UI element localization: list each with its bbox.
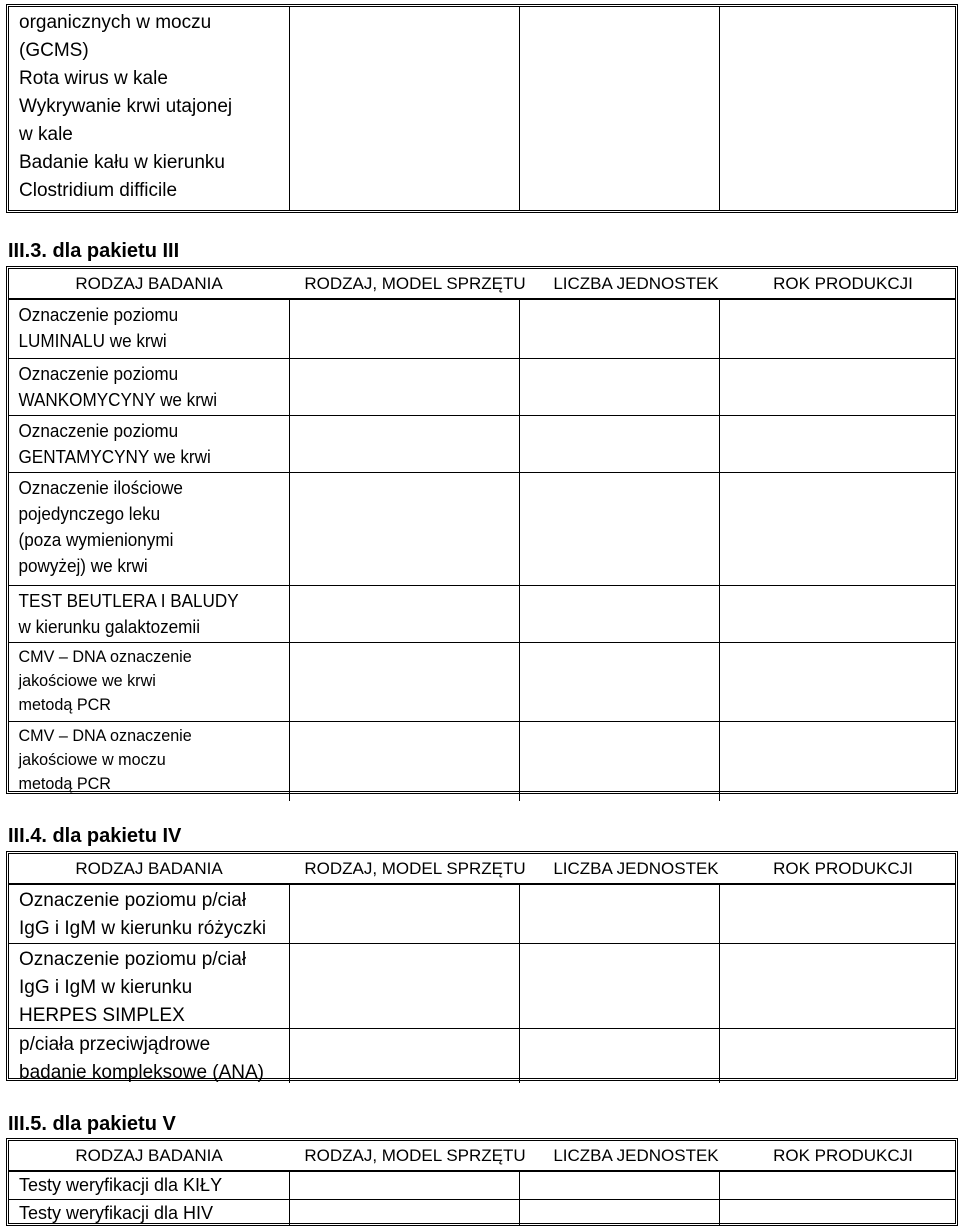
table-row bbox=[9, 358, 955, 415]
year-cell[interactable] bbox=[719, 1200, 955, 1226]
table-row bbox=[9, 585, 955, 642]
header-exam-type: RODZAJ BADANIA bbox=[75, 1146, 223, 1165]
year-cell[interactable] bbox=[719, 643, 955, 721]
year-cell[interactable] bbox=[719, 416, 955, 472]
year-cell[interactable] bbox=[719, 300, 955, 358]
exam-line: CMV – DNA oznaczenie bbox=[18, 726, 192, 745]
table-row bbox=[9, 299, 955, 358]
header-year: ROK PRODUKCJI bbox=[773, 274, 913, 293]
exam-line: metodą PCR bbox=[18, 774, 111, 793]
table-header bbox=[9, 269, 955, 299]
exam-line: w kale bbox=[19, 124, 73, 145]
header-exam-type: RODZAJ BADANIA bbox=[75, 274, 223, 293]
exam-line: TEST BEUTLERA I BALUDY bbox=[18, 591, 239, 611]
header-year: ROK PRODUKCJI bbox=[773, 859, 913, 878]
units-cell[interactable] bbox=[519, 7, 719, 210]
exam-line: GENTAMYCYNY we krwi bbox=[18, 447, 211, 467]
section-title: III.4. dla pakietu IV bbox=[8, 825, 182, 847]
exam-type-cell bbox=[9, 359, 275, 415]
exam-type-cell bbox=[9, 416, 275, 472]
exam-line: IgG i IgM w kierunku bbox=[19, 977, 193, 998]
exam-line: w kierunku galaktozemii bbox=[18, 617, 201, 637]
year-cell[interactable] bbox=[719, 944, 955, 1028]
model-cell[interactable] bbox=[289, 416, 519, 472]
model-cell[interactable] bbox=[289, 359, 519, 415]
exam-type-cell bbox=[9, 1172, 289, 1199]
units-cell[interactable] bbox=[519, 1172, 719, 1199]
units-cell[interactable] bbox=[519, 643, 719, 721]
year-cell[interactable] bbox=[719, 722, 955, 801]
model-cell[interactable] bbox=[289, 7, 519, 210]
exam-line: Badanie kału w kierunku bbox=[19, 152, 225, 173]
exam-line: Rota wirus w kale bbox=[19, 68, 168, 89]
table-row bbox=[9, 415, 955, 472]
continuation-table bbox=[6, 4, 958, 213]
units-cell[interactable] bbox=[519, 944, 719, 1028]
units-cell[interactable] bbox=[519, 1200, 719, 1226]
year-cell[interactable] bbox=[719, 359, 955, 415]
table-row bbox=[9, 1171, 955, 1199]
package-iv-table bbox=[6, 851, 958, 1081]
exam-type-cell bbox=[9, 643, 275, 721]
exam-line: Testy weryfikacji dla HIV bbox=[19, 1203, 214, 1223]
table-header bbox=[9, 1141, 955, 1171]
units-cell[interactable] bbox=[519, 1029, 719, 1083]
table-row bbox=[9, 943, 955, 1028]
table-row bbox=[9, 721, 955, 801]
exam-type-cell bbox=[9, 944, 289, 1028]
units-cell[interactable] bbox=[519, 416, 719, 472]
table-row bbox=[9, 472, 955, 585]
exam-type-cell bbox=[9, 885, 289, 943]
header-model: RODZAJ, MODEL SPRZĘTU bbox=[304, 274, 526, 293]
exam-line: powyżej) we krwi bbox=[18, 556, 148, 576]
exam-type-cell bbox=[9, 1200, 289, 1226]
header-units: LICZBA JEDNOSTEK bbox=[553, 274, 719, 293]
model-cell[interactable] bbox=[289, 1200, 519, 1226]
table-row bbox=[9, 642, 955, 721]
year-cell[interactable] bbox=[719, 1029, 955, 1083]
package-v-table bbox=[6, 1138, 958, 1226]
table-row bbox=[9, 7, 955, 210]
table-header bbox=[9, 854, 955, 884]
exam-type-cell bbox=[9, 473, 275, 585]
exam-line: IgG i IgM w kierunku różyczki bbox=[19, 918, 267, 939]
model-cell[interactable] bbox=[289, 300, 519, 358]
exam-line: badanie kompleksowe (ANA) bbox=[19, 1062, 265, 1083]
exam-line: pojedynczego leku bbox=[18, 504, 161, 524]
year-cell[interactable] bbox=[719, 885, 955, 943]
exam-line: Oznaczenie poziomu p/ciał bbox=[19, 890, 247, 911]
model-cell[interactable] bbox=[289, 643, 519, 721]
section-title: III.3. dla pakietu III bbox=[8, 240, 180, 262]
exam-type-cell bbox=[9, 586, 275, 642]
units-cell[interactable] bbox=[519, 885, 719, 943]
package-iii-table bbox=[6, 266, 958, 794]
exam-line: CMV – DNA oznaczenie bbox=[18, 647, 192, 666]
model-cell[interactable] bbox=[289, 1029, 519, 1083]
header-exam-type: RODZAJ BADANIA bbox=[75, 859, 223, 878]
exam-line: jakościowe we krwi bbox=[18, 671, 156, 690]
exam-line: LUMINALU we krwi bbox=[18, 331, 167, 351]
units-cell[interactable] bbox=[519, 300, 719, 358]
exam-line: (poza wymienionymi bbox=[18, 530, 174, 550]
year-cell[interactable] bbox=[719, 1172, 955, 1199]
model-cell[interactable] bbox=[289, 1172, 519, 1199]
header-year: ROK PRODUKCJI bbox=[773, 1146, 913, 1165]
header-model: RODZAJ, MODEL SPRZĘTU bbox=[304, 1146, 526, 1165]
exam-line: (GCMS) bbox=[19, 40, 89, 61]
exam-line: organicznych w moczu bbox=[19, 12, 212, 33]
units-cell[interactable] bbox=[519, 722, 719, 801]
model-cell[interactable] bbox=[289, 722, 519, 801]
exam-type-cell bbox=[9, 722, 275, 801]
year-cell[interactable] bbox=[719, 586, 955, 642]
table-row bbox=[9, 1028, 955, 1083]
year-cell[interactable] bbox=[719, 473, 955, 585]
model-cell[interactable] bbox=[289, 885, 519, 943]
units-cell[interactable] bbox=[519, 473, 719, 585]
exam-line: Oznaczenie poziomu bbox=[18, 364, 179, 384]
exam-line: Oznaczenie poziomu bbox=[18, 421, 179, 441]
section-title: III.5. dla pakietu V bbox=[8, 1113, 176, 1135]
exam-type-cell bbox=[9, 7, 289, 210]
model-cell[interactable] bbox=[289, 473, 519, 585]
table-row bbox=[9, 1199, 955, 1226]
header-units: LICZBA JEDNOSTEK bbox=[553, 859, 719, 878]
exam-line: Oznaczenie poziomu p/ciał bbox=[19, 949, 247, 970]
exam-line: Clostridium difficile bbox=[19, 180, 178, 201]
year-cell[interactable] bbox=[719, 7, 955, 210]
exam-line: Oznaczenie ilościowe bbox=[18, 478, 183, 498]
units-cell[interactable] bbox=[519, 359, 719, 415]
exam-line: p/ciała przeciwjądrowe bbox=[19, 1034, 211, 1055]
exam-line: jakościowe w moczu bbox=[18, 750, 166, 769]
exam-line: Oznaczenie poziomu bbox=[18, 305, 179, 325]
exam-type-cell bbox=[9, 300, 275, 358]
header-units: LICZBA JEDNOSTEK bbox=[553, 1146, 719, 1165]
model-cell[interactable] bbox=[289, 586, 519, 642]
model-cell[interactable] bbox=[289, 944, 519, 1028]
exam-line: HERPES SIMPLEX bbox=[19, 1005, 185, 1026]
exam-line: Wykrywanie krwi utajonej bbox=[19, 96, 233, 117]
exam-line: Testy weryfikacji dla KIŁY bbox=[19, 1175, 223, 1195]
units-cell[interactable] bbox=[519, 586, 719, 642]
table-row bbox=[9, 884, 955, 943]
exam-line: WANKOMYCYNY we krwi bbox=[18, 390, 218, 410]
header-model: RODZAJ, MODEL SPRZĘTU bbox=[304, 859, 526, 878]
exam-type-cell bbox=[9, 1029, 289, 1083]
exam-line: metodą PCR bbox=[18, 695, 111, 714]
